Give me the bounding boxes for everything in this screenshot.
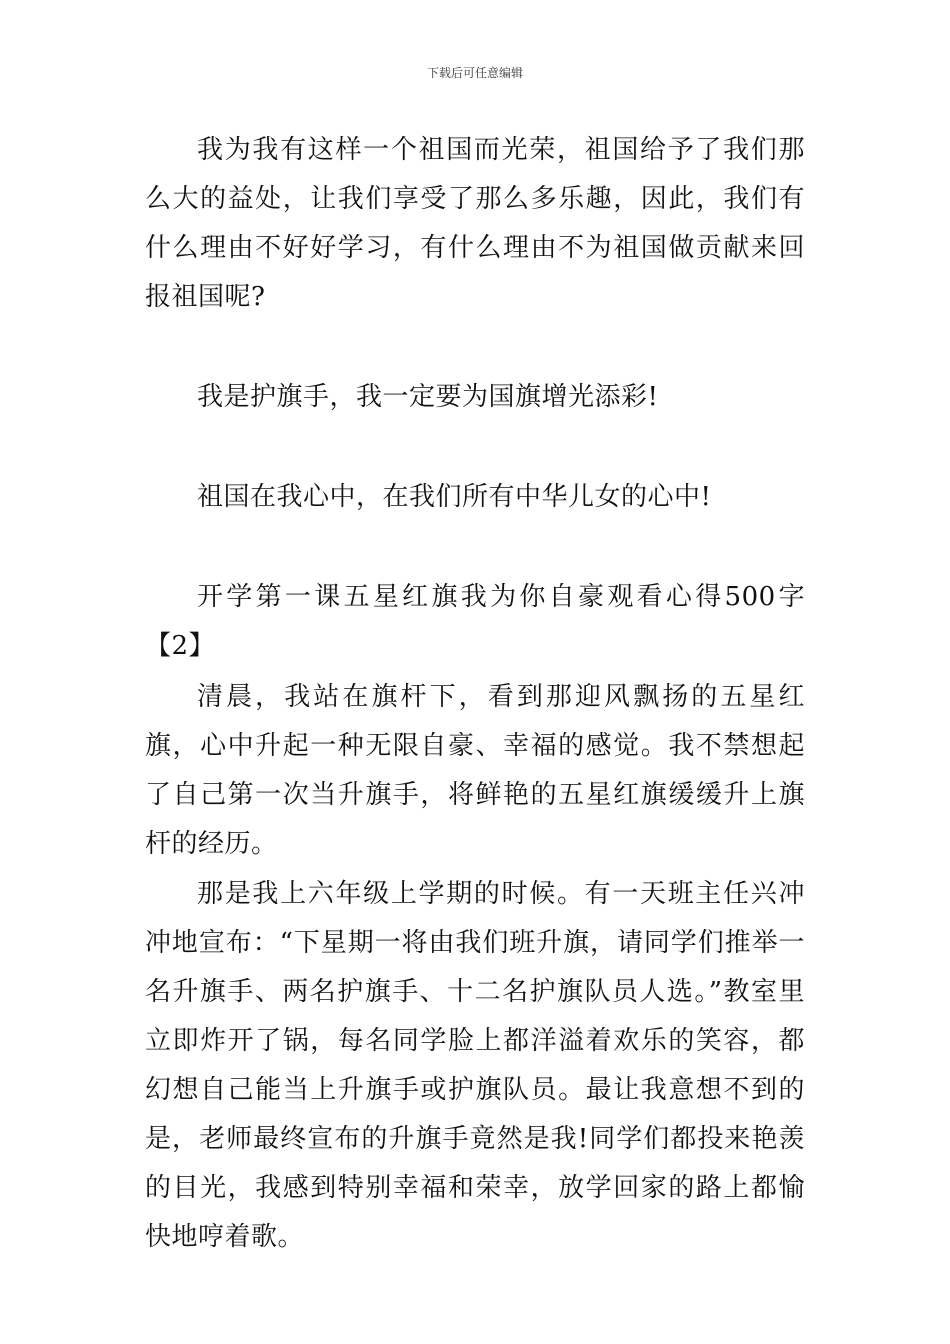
paragraph-3: 祖国在我心中，在我们所有中华儿女的心中! <box>197 482 712 512</box>
paragraph-1: 我为我有这样一个祖国而光荣，祖国给予了我们那么大的益处，让我们享受了那么多乐趣，因此，我们有什么理由不好好学习，有什么理由不为祖国做贡献来回报祖国呢? <box>145 135 805 312</box>
paragraph-2: 我是护旗手，我一定要为国旗增光添彩! <box>197 382 659 412</box>
paragraph-6: 那是我上六年级上学期的时候。有一天班主任兴冲冲地宣布：“下星期一将由我们班升旗，请同学们推举一名升旗手、两名护旗手、十二名护旗队员人选。”教室里立即炸开了锅，每名同学脸上都洋溢着欢乐的笑容，都幻想自己能当上升旗手或护旗队员。最让我意想不到的是，老师最终宣布的升旗手竟然是我!同学们都投来艳羡的目光，我感到特别幸福和荣幸，放学回家的路上都愉快地哼着歌。 <box>145 879 805 1252</box>
paragraph-5: 清晨，我站在旗杆下，看到那迎风飘扬的五星红旗，心中升起一种无限自豪、幸福的感觉。我不禁想起了自己第一次当升旗手，将鲜艳的五星红旗缓缓升上旗杆的经历。 <box>145 682 805 859</box>
header-note: 下载后可任意编辑 <box>426 66 523 80</box>
section-heading: 开学第一课五星红旗我为你自豪观看心得500字【2】 <box>145 582 805 661</box>
